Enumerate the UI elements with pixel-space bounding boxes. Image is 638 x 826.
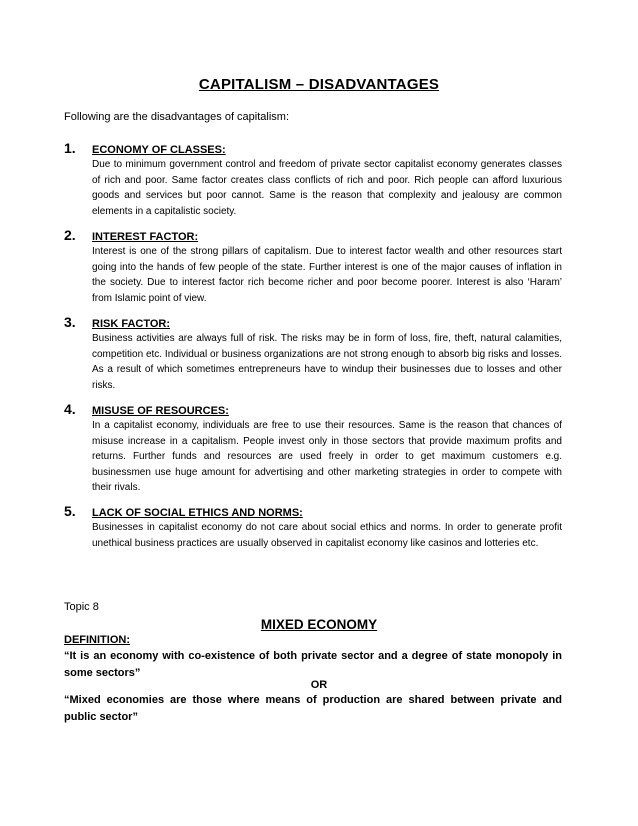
item-body: Interest is one of the strong pillars of capitalism. Due to interest factor wealth and other resources start going into the hands of few people of the state. Further interest is one of the major causes of inflation in the society. Due to interest factor rich become richer and poor become poorer. Interest is also ‘Haram’ from Islamic point of view.	[92, 246, 562, 304]
item-heading: INTEREST FACTOR:	[92, 231, 199, 243]
item-heading: LACK OF SOCIAL ETHICS AND NORMS:	[92, 507, 303, 519]
list-item-economy-of-classes	[64, 140, 562, 219]
page-title: CAPITALISM – DISADVANTAGES	[198, 76, 440, 93]
item-heading: ECONOMY OF CLASSES:	[92, 144, 226, 156]
topic-label: Topic 8	[64, 601, 99, 613]
item-number: 5.	[64, 503, 76, 519]
item-body: In a capitalist economy, individuals are free to use their resources. Same is the reason that chances of misuse increase in a capitalism. People invest only in those sectors that provide maximum profits and returns. Further funds and resources are used freely in order to get maximum customers e.g. businessmen use huge amount for advertising and other marketing strategies in order to compete with their rivals.	[92, 420, 562, 493]
item-body: Due to minimum government control and freedom of private sector capitalist economy generates classes of rich and poor. Same factor creates class conflicts of rich and poor. Rich people can afford luxurious goods and services but poor cannot. Same is the reason that complexity and jealousy are common elements in a capitalistic society.	[92, 159, 562, 217]
list-item-misuse-of-resources	[64, 401, 562, 496]
definition-label: DEFINITION:	[64, 634, 130, 646]
item-number: 4.	[64, 401, 76, 417]
item-heading: MISUSE OF RESOURCES:	[92, 405, 229, 417]
item-body: Businesses in capitalist economy do not care about social ethics and norms. In order to generate profit unethical business practices are usually observed in capitalist economy like casinos and lotteries etc.	[92, 522, 562, 549]
item-number: 2.	[64, 227, 76, 243]
list-item-interest-factor	[64, 227, 562, 306]
item-body: Business activities are always full of risk. The risks may be in form of loss, fire, theft, natural calamities, competition etc. Individual or business organizations are not strong enough to absorb big risks and losses. As a result of which sometimes entrepreneurs have to windup their businesses due to losses and other risks.	[92, 333, 562, 391]
list-item-risk-factor	[64, 314, 562, 393]
item-number: 3.	[64, 314, 76, 330]
intro-text: Following are the disadvantages of capitalism:	[64, 111, 290, 123]
item-heading: RISK FACTOR:	[92, 318, 171, 330]
definition-quote-2: “Mixed economies are those where means of production are shared between private and public sector”	[64, 694, 562, 723]
list-item-lack-of-social-ethics	[64, 503, 562, 551]
or-separator: OR	[310, 679, 328, 691]
item-number: 1.	[64, 140, 76, 156]
section-title: MIXED ECONOMY	[260, 617, 378, 632]
definition-quote-1: “It is an economy with co-existence of both private sector and a degree of state monopoly in some sectors”	[64, 650, 562, 679]
